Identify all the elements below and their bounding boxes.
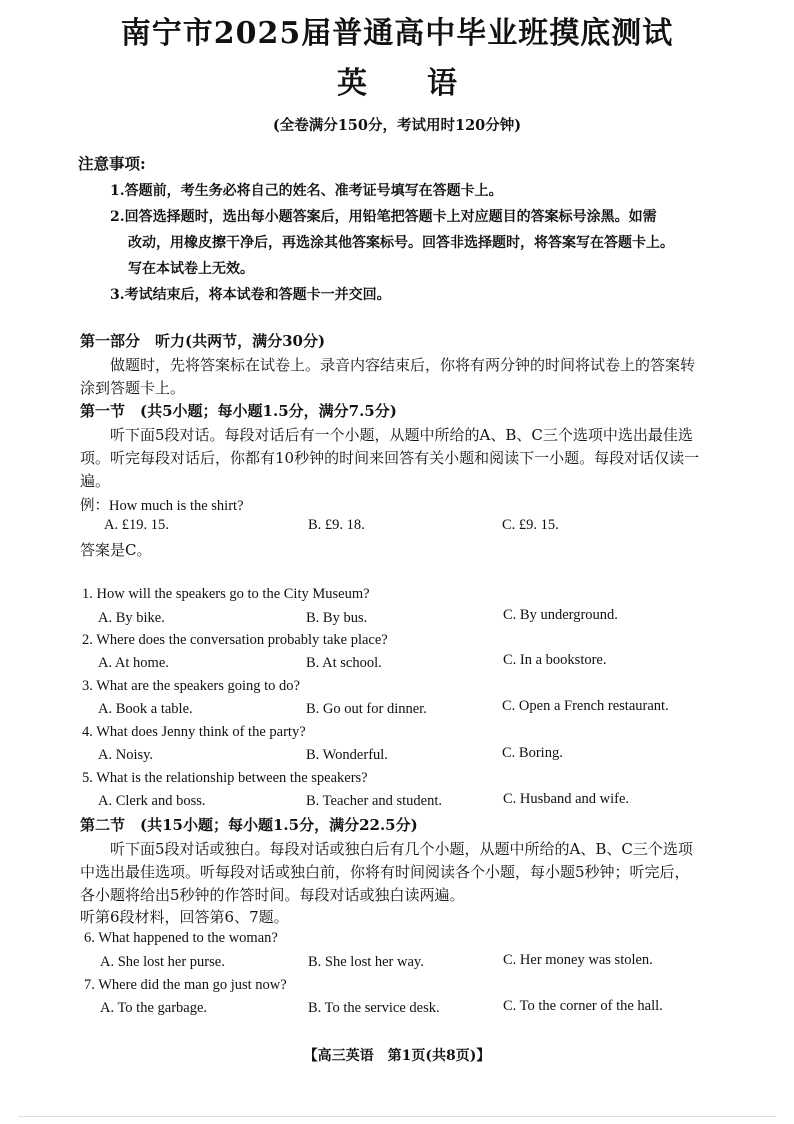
- question-7-option-b: B. To the service desk.: [308, 1000, 440, 1016]
- question-6-option-a: A. She lost her purse.: [100, 954, 225, 970]
- example-option-c: C. £9. 15.: [502, 517, 559, 533]
- question-3: 3. What are the speakers going to do?: [82, 678, 300, 694]
- score-time-note: (全卷满分150分，考试用时120分钟): [272, 117, 522, 134]
- question-7: 7. Where did the man go just now?: [84, 977, 287, 993]
- question-6-option-c: C. Her money was stolen.: [503, 952, 653, 968]
- question-4-option-a: A. Noisy.: [98, 747, 154, 763]
- question-1-option-b: B. By bus.: [306, 610, 368, 626]
- question-2: 2. Where does the conversation probably take place?: [82, 632, 388, 648]
- question-6-option-b: B. She lost her way.: [308, 954, 424, 970]
- example-question: 例：How much is the shirt?: [80, 498, 244, 514]
- question-2-option-a: A. At home.: [98, 655, 169, 671]
- notice-item-2-line-1: 2.回答选择题时，选出每小题答案后，用铅笔把答题卡上对应题目的答案标号涂黑。如需: [110, 209, 657, 225]
- question-2-option-b: B. At school.: [306, 655, 382, 671]
- exam-title: 南宁市2025届普通高中毕业班摸底测试: [120, 16, 674, 51]
- page-footer: 【高三英语 第1页(共8页)】: [303, 1048, 491, 1064]
- notice-item-1: 1.答题前，考生务必将自己的姓名、准考证号填写在答题卡上。: [110, 183, 503, 199]
- question-3-option-b: B. Go out for dinner.: [306, 701, 427, 717]
- question-5-option-b: B. Teacher and student.: [306, 793, 443, 809]
- question-4-option-b: B. Wonderful.: [306, 747, 388, 763]
- question-1-option-a: A. By bike.: [98, 610, 165, 626]
- question-1: 1. How will the speakers go to the City Museum?: [82, 586, 370, 602]
- part1-heading: 第一部分 听力(共两节，满分30分): [80, 332, 326, 350]
- section2-intro: 听下面5段对话或独白。每段对话或独白后有几个小题，从题中所给的A、B、C三个选项中选出最佳选项。听每段对话或独白前，你将有时间阅读各个小题，每小题5秒钟；听完后，各小题将给出5秒钟的作答时间。每段对话或独白读两遍。: [80, 840, 693, 904]
- question-7-option-a: A. To the garbage.: [100, 1000, 208, 1016]
- notice-heading: 注意事项:: [78, 154, 146, 173]
- question-2-option-c: C. In a bookstore.: [503, 652, 607, 668]
- example-option-b: B. £9. 18.: [308, 517, 365, 533]
- question-5-option-a: A. Clerk and boss.: [98, 793, 206, 809]
- notice-item-2-line-2: 改动，用橡皮擦干净后，再选涂其他答案标号。回答非选择题时，将答案写在答题卡上。: [128, 235, 674, 251]
- question-7-option-c: C. To the corner of the hall.: [503, 998, 663, 1014]
- question-4: 4. What does Jenny think of the party?: [82, 724, 306, 740]
- question-6: 6. What happened to the woman?: [84, 930, 278, 946]
- exam-subject: 英语: [337, 66, 517, 101]
- question-5: 5. What is the relationship between the speakers?: [82, 770, 368, 786]
- section2-material: 听第6段材料，回答第6、7题。: [80, 908, 289, 926]
- notice-item-3: 3.考试结束后，将本试卷和答题卡一并交回。: [110, 287, 391, 303]
- section1-heading: 第一节 (共5小题；每小题1.5分，满分7.5分): [80, 402, 397, 420]
- question-3-option-c: C. Open a French restaurant.: [502, 698, 669, 714]
- example-option-a: A. £19. 15.: [104, 517, 169, 533]
- section1-intro: 听下面5段对话。每段对话后有一个小题，从题中所给的A、B、C三个选项中选出最佳选项。听完每段对话后，你都有10秒钟的时间来回答有关小题和阅读下一小题。每段对话仅读一遍。: [80, 426, 700, 490]
- question-3-option-a: A. Book a table.: [98, 701, 193, 717]
- example-answer: 答案是C。: [80, 541, 152, 559]
- bottom-divider: [18, 1116, 776, 1117]
- section2-heading: 第二节 (共15小题；每小题1.5分，满分22.5分): [80, 816, 418, 834]
- notice-item-2-line-3: 写在本试卷上无效。: [128, 261, 254, 277]
- question-4-option-c: C. Boring.: [502, 745, 563, 761]
- part1-intro: 做题时，先将答案标在试卷上。录音内容结束后，你将有两分钟的时间将试卷上的答案转涂到答题卡上。: [80, 356, 696, 397]
- question-5-option-c: C. Husband and wife.: [503, 791, 630, 807]
- question-1-option-c: C. By underground.: [503, 607, 618, 623]
